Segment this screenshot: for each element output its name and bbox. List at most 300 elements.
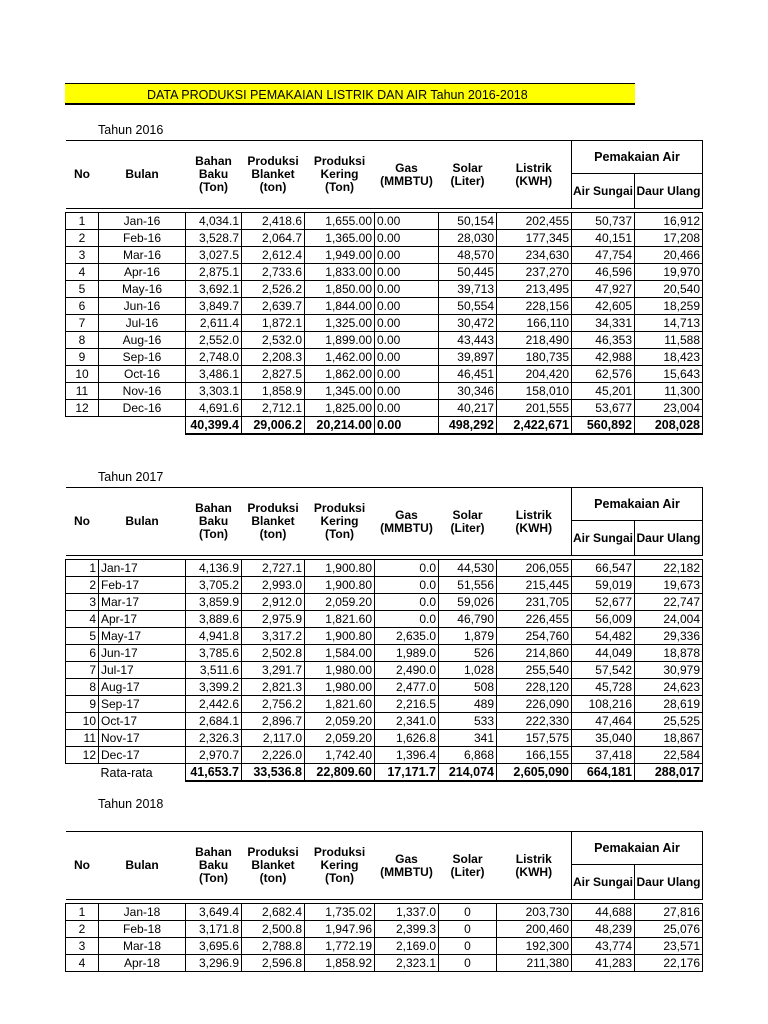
header-bulan: Bulan <box>99 488 186 556</box>
cell-daur-ulang: 18,878 <box>635 645 703 662</box>
cell-bahan-baku: 3,859.9 <box>186 594 242 611</box>
cell-no: 1 <box>66 560 99 577</box>
total-label <box>99 417 186 435</box>
cell-no: 12 <box>66 747 99 764</box>
cell-produksi-blanket: 2,682.4 <box>242 904 305 921</box>
table-row <box>66 611 703 628</box>
cell-bahan-baku: 3,511.6 <box>186 662 242 679</box>
cell-air-sungai: 43,774 <box>572 938 635 955</box>
table-row <box>66 645 703 662</box>
cell-solar: 44,530 <box>439 560 497 577</box>
cell-air-sungai: 59,019 <box>572 577 635 594</box>
cell-daur-ulang: 16,912 <box>635 213 703 230</box>
cell-produksi-blanket: 2,502.8 <box>242 645 305 662</box>
header-daur-ulang: Daur Ulang <box>635 865 703 900</box>
cell-produksi-blanket: 2,727.1 <box>242 560 305 577</box>
header-listrik: Listrik (KWH) <box>497 832 572 900</box>
cell-air-sungai: 42,605 <box>572 298 635 315</box>
cell-listrik: 228,120 <box>497 679 572 696</box>
year-label-2016: Tahun 2016 <box>98 123 164 137</box>
table-row <box>66 628 703 645</box>
table-row <box>66 247 703 264</box>
cell-bulan: Nov-16 <box>99 383 186 400</box>
table-row <box>66 349 703 366</box>
cell-no: 2 <box>66 577 99 594</box>
cell-listrik: 215,445 <box>497 577 572 594</box>
cell-listrik: 226,090 <box>497 696 572 713</box>
cell-solar: 0 <box>439 938 497 955</box>
table-row <box>66 921 703 938</box>
table-row <box>66 315 703 332</box>
cell-solar: 0 <box>439 904 497 921</box>
header-produksi-kering: Produksi Kering (Ton) <box>305 832 375 900</box>
header-gas: Gas (MMBTU) <box>375 141 439 209</box>
cell-no: 1 <box>66 904 99 921</box>
cell-daur-ulang: 27,816 <box>635 904 703 921</box>
cell-bulan: May-16 <box>99 281 186 298</box>
cell-produksi-kering: 1,821.60 <box>305 611 375 628</box>
cell-bahan-baku: 4,136.9 <box>186 560 242 577</box>
cell-daur-ulang: 28,619 <box>635 696 703 713</box>
cell-produksi-kering: 1,900.80 <box>305 577 375 594</box>
table-row <box>66 577 703 594</box>
cell-produksi-kering: 1,850.00 <box>305 281 375 298</box>
header-bahan-baku: Bahan Baku (Ton) <box>186 832 242 900</box>
cell-gas: 2,216.5 <box>375 696 439 713</box>
cell-solar: 0 <box>439 921 497 938</box>
cell-listrik: 200,460 <box>497 921 572 938</box>
cell-produksi-kering: 1,980.00 <box>305 679 375 696</box>
total-produksi-kering: 22,809.60 <box>305 764 375 782</box>
cell-bulan: Mar-18 <box>99 938 186 955</box>
table-row <box>66 747 703 764</box>
cell-air-sungai: 35,040 <box>572 730 635 747</box>
total-bahan-baku: 40,399.4 <box>186 417 242 435</box>
table-row <box>66 281 703 298</box>
cell-gas: 1,396.4 <box>375 747 439 764</box>
cell-daur-ulang: 20,466 <box>635 247 703 264</box>
cell-daur-ulang: 25,076 <box>635 921 703 938</box>
total-blank <box>66 417 99 435</box>
cell-no: 11 <box>66 383 99 400</box>
cell-produksi-blanket: 2,788.8 <box>242 938 305 955</box>
cell-produksi-blanket: 2,639.7 <box>242 298 305 315</box>
cell-air-sungai: 57,542 <box>572 662 635 679</box>
cell-listrik: 214,860 <box>497 645 572 662</box>
total-gas: 17,171.7 <box>375 764 439 782</box>
cell-listrik: 180,735 <box>497 349 572 366</box>
cell-no: 9 <box>66 696 99 713</box>
cell-produksi-kering: 1,735.02 <box>305 904 375 921</box>
cell-air-sungai: 66,547 <box>572 560 635 577</box>
data-table-2017 <box>65 487 703 782</box>
cell-solar: 28,030 <box>439 230 497 247</box>
cell-listrik: 203,730 <box>497 904 572 921</box>
cell-no: 10 <box>66 713 99 730</box>
cell-produksi-blanket: 2,827.5 <box>242 366 305 383</box>
cell-air-sungai: 48,239 <box>572 921 635 938</box>
cell-no: 12 <box>66 400 99 417</box>
cell-air-sungai: 37,418 <box>572 747 635 764</box>
cell-air-sungai: 56,009 <box>572 611 635 628</box>
cell-no: 2 <box>66 921 99 938</box>
cell-air-sungai: 53,677 <box>572 400 635 417</box>
header-listrik: Listrik (KWH) <box>497 141 572 209</box>
cell-air-sungai: 46,596 <box>572 264 635 281</box>
total-label: Rata-rata <box>99 764 186 782</box>
cell-bahan-baku: 2,326.3 <box>186 730 242 747</box>
cell-daur-ulang: 22,747 <box>635 594 703 611</box>
cell-bahan-baku: 3,695.6 <box>186 938 242 955</box>
table-row <box>66 383 703 400</box>
cell-listrik: 213,495 <box>497 281 572 298</box>
cell-air-sungai: 42,988 <box>572 349 635 366</box>
total-produksi-blanket: 33,536.8 <box>242 764 305 782</box>
cell-bulan: Aug-17 <box>99 679 186 696</box>
cell-gas: 2,169.0 <box>375 938 439 955</box>
cell-bahan-baku: 3,785.6 <box>186 645 242 662</box>
cell-produksi-kering: 1,325.00 <box>305 315 375 332</box>
cell-listrik: 226,455 <box>497 611 572 628</box>
header-daur-ulang: Daur Ulang <box>635 174 703 209</box>
cell-no: 6 <box>66 298 99 315</box>
table-row <box>66 230 703 247</box>
cell-solar: 46,451 <box>439 366 497 383</box>
cell-produksi-blanket: 2,975.9 <box>242 611 305 628</box>
cell-listrik: 157,575 <box>497 730 572 747</box>
cell-listrik: 192,300 <box>497 938 572 955</box>
cell-no: 2 <box>66 230 99 247</box>
total-gas: 0.00 <box>375 417 439 435</box>
cell-listrik: 204,420 <box>497 366 572 383</box>
cell-produksi-kering: 1,899.00 <box>305 332 375 349</box>
cell-daur-ulang: 22,176 <box>635 955 703 972</box>
table-row <box>66 696 703 713</box>
cell-gas: 0.00 <box>375 298 439 315</box>
cell-daur-ulang: 24,004 <box>635 611 703 628</box>
table-row <box>66 662 703 679</box>
cell-solar: 43,443 <box>439 332 497 349</box>
cell-no: 5 <box>66 281 99 298</box>
cell-no: 3 <box>66 247 99 264</box>
total-produksi-kering: 20,214.00 <box>305 417 375 435</box>
cell-bulan: Oct-16 <box>99 366 186 383</box>
cell-bulan: Sep-17 <box>99 696 186 713</box>
cell-daur-ulang: 24,623 <box>635 679 703 696</box>
header-gas: Gas (MMBTU) <box>375 488 439 556</box>
cell-produksi-blanket: 2,208.3 <box>242 349 305 366</box>
cell-daur-ulang: 11,588 <box>635 332 703 349</box>
cell-produksi-kering: 1,858.92 <box>305 955 375 972</box>
cell-produksi-blanket: 2,821.3 <box>242 679 305 696</box>
cell-bulan: Jun-17 <box>99 645 186 662</box>
cell-solar: 489 <box>439 696 497 713</box>
cell-bulan: Jun-16 <box>99 298 186 315</box>
cell-daur-ulang: 17,208 <box>635 230 703 247</box>
total-daur-ulang: 288,017 <box>635 764 703 782</box>
cell-no: 3 <box>66 594 99 611</box>
cell-listrik: 255,540 <box>497 662 572 679</box>
header-gas: Gas (MMBTU) <box>375 832 439 900</box>
total-solar: 498,292 <box>439 417 497 435</box>
cell-produksi-kering: 1,655.00 <box>305 213 375 230</box>
header-bulan: Bulan <box>99 832 186 900</box>
cell-bahan-baku: 3,692.1 <box>186 281 242 298</box>
table-row <box>66 679 703 696</box>
cell-gas: 1,337.0 <box>375 904 439 921</box>
header-produksi-blanket: Produksi Blanket (ton) <box>242 832 305 900</box>
header-no: No <box>66 141 99 209</box>
cell-solar: 341 <box>439 730 497 747</box>
cell-produksi-blanket: 2,993.0 <box>242 577 305 594</box>
total-row <box>66 764 703 782</box>
header-pemakaian-air: Pemakaian Air <box>572 488 703 521</box>
cell-listrik: 201,555 <box>497 400 572 417</box>
cell-produksi-blanket: 2,596.8 <box>242 955 305 972</box>
cell-bulan: Mar-16 <box>99 247 186 264</box>
cell-bahan-baku: 4,941.8 <box>186 628 242 645</box>
cell-produksi-blanket: 2,526.2 <box>242 281 305 298</box>
cell-daur-ulang: 30,979 <box>635 662 703 679</box>
header-bahan-baku: Bahan Baku (Ton) <box>186 488 242 556</box>
cell-listrik: 228,156 <box>497 298 572 315</box>
total-blank <box>66 764 99 782</box>
cell-produksi-kering: 1,365.00 <box>305 230 375 247</box>
cell-air-sungai: 47,464 <box>572 713 635 730</box>
header-bulan: Bulan <box>99 141 186 209</box>
cell-daur-ulang: 23,004 <box>635 400 703 417</box>
cell-produksi-kering: 1,742.40 <box>305 747 375 764</box>
cell-daur-ulang: 11,300 <box>635 383 703 400</box>
cell-daur-ulang: 29,336 <box>635 628 703 645</box>
cell-bahan-baku: 3,171.8 <box>186 921 242 938</box>
cell-listrik: 177,345 <box>497 230 572 247</box>
cell-air-sungai: 50,737 <box>572 213 635 230</box>
cell-no: 4 <box>66 611 99 628</box>
table-row <box>66 713 703 730</box>
cell-bahan-baku: 2,970.7 <box>186 747 242 764</box>
cell-bahan-baku: 2,875.1 <box>186 264 242 281</box>
cell-solar: 526 <box>439 645 497 662</box>
cell-produksi-kering: 1,900.80 <box>305 628 375 645</box>
cell-listrik: 206,055 <box>497 560 572 577</box>
cell-bulan: May-17 <box>99 628 186 645</box>
cell-solar: 50,445 <box>439 264 497 281</box>
cell-produksi-blanket: 2,712.1 <box>242 400 305 417</box>
cell-bahan-baku: 3,889.6 <box>186 611 242 628</box>
cell-solar: 533 <box>439 713 497 730</box>
header-produksi-blanket: Produksi Blanket (ton) <box>242 141 305 209</box>
header-daur-ulang: Daur Ulang <box>635 521 703 556</box>
total-bahan-baku: 41,653.7 <box>186 764 242 782</box>
cell-bulan: Jan-18 <box>99 904 186 921</box>
cell-produksi-kering: 1,772.19 <box>305 938 375 955</box>
cell-daur-ulang: 22,584 <box>635 747 703 764</box>
cell-listrik: 231,705 <box>497 594 572 611</box>
year-label-2018: Tahun 2018 <box>98 797 164 811</box>
total-row <box>66 417 703 435</box>
table-row <box>66 366 703 383</box>
data-table-2016 <box>65 140 703 435</box>
cell-gas: 0.0 <box>375 560 439 577</box>
cell-produksi-kering: 2,059.20 <box>305 713 375 730</box>
cell-gas: 1,989.0 <box>375 645 439 662</box>
table-row <box>66 594 703 611</box>
cell-no: 8 <box>66 679 99 696</box>
cell-daur-ulang: 22,182 <box>635 560 703 577</box>
cell-produksi-blanket: 1,858.9 <box>242 383 305 400</box>
cell-no: 4 <box>66 955 99 972</box>
cell-air-sungai: 47,927 <box>572 281 635 298</box>
cell-air-sungai: 45,201 <box>572 383 635 400</box>
cell-produksi-kering: 2,059.20 <box>305 730 375 747</box>
cell-no: 7 <box>66 662 99 679</box>
cell-gas: 2,477.0 <box>375 679 439 696</box>
year-label-2017: Tahun 2017 <box>98 470 164 484</box>
cell-listrik: 218,490 <box>497 332 572 349</box>
cell-produksi-blanket: 2,756.2 <box>242 696 305 713</box>
cell-gas: 0.00 <box>375 281 439 298</box>
cell-gas: 0.00 <box>375 315 439 332</box>
cell-gas: 0.0 <box>375 594 439 611</box>
cell-bulan: Dec-16 <box>99 400 186 417</box>
cell-bahan-baku: 2,748.0 <box>186 349 242 366</box>
cell-listrik: 166,155 <box>497 747 572 764</box>
cell-produksi-blanket: 3,317.2 <box>242 628 305 645</box>
cell-solar: 39,713 <box>439 281 497 298</box>
header-pemakaian-air: Pemakaian Air <box>572 832 703 865</box>
cell-gas: 0.00 <box>375 349 439 366</box>
cell-bulan: Jan-16 <box>99 213 186 230</box>
cell-bahan-baku: 3,303.1 <box>186 383 242 400</box>
header-air-sungai: Air Sungai <box>572 521 635 556</box>
cell-produksi-kering: 2,059.20 <box>305 594 375 611</box>
cell-air-sungai: 54,482 <box>572 628 635 645</box>
cell-produksi-kering: 1,584.00 <box>305 645 375 662</box>
cell-air-sungai: 45,728 <box>572 679 635 696</box>
cell-bahan-baku: 4,034.1 <box>186 213 242 230</box>
cell-daur-ulang: 18,423 <box>635 349 703 366</box>
cell-bulan: Dec-17 <box>99 747 186 764</box>
total-listrik: 2,605,090 <box>497 764 572 782</box>
cell-gas: 2,399.3 <box>375 921 439 938</box>
cell-produksi-kering: 1,900.80 <box>305 560 375 577</box>
cell-listrik: 202,455 <box>497 213 572 230</box>
cell-gas: 2,341.0 <box>375 713 439 730</box>
cell-produksi-blanket: 3,291.7 <box>242 662 305 679</box>
cell-air-sungai: 40,151 <box>572 230 635 247</box>
cell-bulan: Jan-17 <box>99 560 186 577</box>
cell-listrik: 237,270 <box>497 264 572 281</box>
cell-gas: 2,490.0 <box>375 662 439 679</box>
cell-gas: 0.00 <box>375 247 439 264</box>
cell-daur-ulang: 15,643 <box>635 366 703 383</box>
cell-no: 1 <box>66 213 99 230</box>
cell-bahan-baku: 2,611.4 <box>186 315 242 332</box>
data-table-2018 <box>65 831 703 972</box>
cell-bahan-baku: 3,849.7 <box>186 298 242 315</box>
cell-air-sungai: 62,576 <box>572 366 635 383</box>
cell-produksi-blanket: 2,064.7 <box>242 230 305 247</box>
cell-gas: 0.0 <box>375 577 439 594</box>
table-row <box>66 400 703 417</box>
cell-bahan-baku: 3,486.1 <box>186 366 242 383</box>
cell-daur-ulang: 19,673 <box>635 577 703 594</box>
cell-produksi-kering: 1,949.00 <box>305 247 375 264</box>
cell-no: 11 <box>66 730 99 747</box>
header-pemakaian-air: Pemakaian Air <box>572 141 703 174</box>
cell-gas: 0.00 <box>375 213 439 230</box>
cell-gas: 0.00 <box>375 366 439 383</box>
table-row <box>66 332 703 349</box>
cell-solar: 50,554 <box>439 298 497 315</box>
cell-produksi-kering: 1,462.00 <box>305 349 375 366</box>
cell-produksi-kering: 1,862.00 <box>305 366 375 383</box>
cell-listrik: 234,630 <box>497 247 572 264</box>
table-row <box>66 938 703 955</box>
cell-produksi-blanket: 2,226.0 <box>242 747 305 764</box>
cell-gas: 1,626.8 <box>375 730 439 747</box>
cell-bahan-baku: 2,442.6 <box>186 696 242 713</box>
cell-bahan-baku: 3,399.2 <box>186 679 242 696</box>
total-air-sungai: 560,892 <box>572 417 635 435</box>
table-row <box>66 955 703 972</box>
cell-produksi-blanket: 2,896.7 <box>242 713 305 730</box>
cell-listrik: 158,010 <box>497 383 572 400</box>
cell-produksi-blanket: 2,532.0 <box>242 332 305 349</box>
cell-air-sungai: 34,331 <box>572 315 635 332</box>
cell-bahan-baku: 3,705.2 <box>186 577 242 594</box>
cell-solar: 39,897 <box>439 349 497 366</box>
cell-solar: 46,790 <box>439 611 497 628</box>
header-solar: Solar (Liter) <box>439 488 497 556</box>
cell-solar: 1,028 <box>439 662 497 679</box>
header-solar: Solar (Liter) <box>439 832 497 900</box>
cell-produksi-blanket: 2,418.6 <box>242 213 305 230</box>
cell-produksi-kering: 1,844.00 <box>305 298 375 315</box>
cell-solar: 6,868 <box>439 747 497 764</box>
cell-produksi-kering: 1,821.60 <box>305 696 375 713</box>
cell-gas: 2,635.0 <box>375 628 439 645</box>
cell-air-sungai: 41,283 <box>572 955 635 972</box>
header-bahan-baku: Bahan Baku (Ton) <box>186 141 242 209</box>
cell-bahan-baku: 3,027.5 <box>186 247 242 264</box>
cell-solar: 50,154 <box>439 213 497 230</box>
cell-produksi-blanket: 2,612.4 <box>242 247 305 264</box>
cell-listrik: 254,760 <box>497 628 572 645</box>
cell-daur-ulang: 18,867 <box>635 730 703 747</box>
cell-solar: 508 <box>439 679 497 696</box>
cell-air-sungai: 44,688 <box>572 904 635 921</box>
cell-solar: 0 <box>439 955 497 972</box>
cell-no: 5 <box>66 628 99 645</box>
cell-produksi-blanket: 2,117.0 <box>242 730 305 747</box>
cell-no: 3 <box>66 938 99 955</box>
cell-solar: 30,346 <box>439 383 497 400</box>
cell-bahan-baku: 4,691.6 <box>186 400 242 417</box>
header-air-sungai: Air Sungai <box>572 865 635 900</box>
header-solar: Solar (Liter) <box>439 141 497 209</box>
cell-solar: 51,556 <box>439 577 497 594</box>
table-row <box>66 264 703 281</box>
cell-bahan-baku: 3,296.9 <box>186 955 242 972</box>
cell-bulan: Apr-18 <box>99 955 186 972</box>
cell-bulan: Feb-18 <box>99 921 186 938</box>
cell-listrik: 211,380 <box>497 955 572 972</box>
cell-produksi-blanket: 2,912.0 <box>242 594 305 611</box>
cell-solar: 1,879 <box>439 628 497 645</box>
cell-gas: 0.0 <box>375 611 439 628</box>
